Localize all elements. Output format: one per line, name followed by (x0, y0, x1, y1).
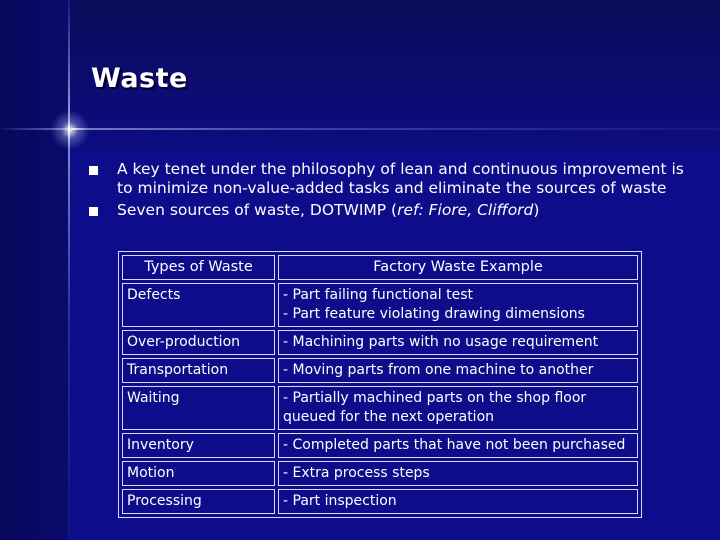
table-row (122, 386, 638, 430)
bullet-text-end: ) (533, 201, 540, 219)
example-line: - Part failing functional test (283, 287, 473, 303)
example-line: - Machining parts with no usage requirement (283, 334, 599, 350)
table-row (122, 433, 638, 458)
table-row (122, 461, 638, 486)
example-cell (278, 283, 638, 327)
table-row (122, 358, 638, 383)
waste-type-cell: Waiting (122, 386, 275, 430)
table-row (122, 489, 638, 514)
example-cell (278, 433, 638, 458)
square-bullet-icon (89, 207, 98, 216)
horizontal-light-flare (0, 128, 720, 130)
example-cell (278, 330, 638, 355)
example-cell (278, 489, 638, 514)
table-row (122, 283, 638, 327)
example-cell (278, 386, 638, 430)
waste-type-cell: Processing (122, 489, 275, 514)
bullet-text: Seven sources of waste, DOTWIMP ( (117, 201, 398, 219)
bullet-text: A key tenet under the philosophy of lean and continuous improvement is to minimize non-value-added tasks and eliminate the sources of waste (117, 160, 684, 197)
background-left (0, 0, 70, 540)
table-header-row (122, 255, 638, 280)
example-line: - Part feature violating drawing dimensions (283, 306, 585, 322)
bullet-item (88, 160, 688, 198)
waste-type-cell: Motion (122, 461, 275, 486)
waste-table (118, 251, 642, 518)
example-cell (278, 358, 638, 383)
waste-type-cell: Over-production (122, 330, 275, 355)
waste-type-cell: Inventory (122, 433, 275, 458)
example-line: - Completed parts that have not been purchased (283, 437, 626, 453)
square-bullet-icon (89, 166, 98, 175)
light-glow (50, 110, 90, 150)
waste-type-cell: Defects (122, 283, 275, 327)
bullet-reference: ref: Fiore, Clifford (397, 201, 534, 219)
bullet-item (88, 201, 688, 220)
example-line: - Partially machined parts on the shop floor queued for the next operation (283, 390, 587, 425)
column-header-examples: Factory Waste Example (278, 255, 638, 280)
column-header-types: Types of Waste (122, 255, 275, 280)
table-row (122, 330, 638, 355)
slide-title: Waste (91, 63, 188, 94)
vertical-light-flare (68, 0, 70, 540)
example-line: - Moving parts from one machine to another (283, 362, 594, 378)
example-line: - Extra process steps (283, 465, 430, 481)
example-cell (278, 461, 638, 486)
example-line: - Part inspection (283, 493, 397, 509)
waste-type-cell: Transportation (122, 358, 275, 383)
bullet-list (88, 160, 688, 223)
